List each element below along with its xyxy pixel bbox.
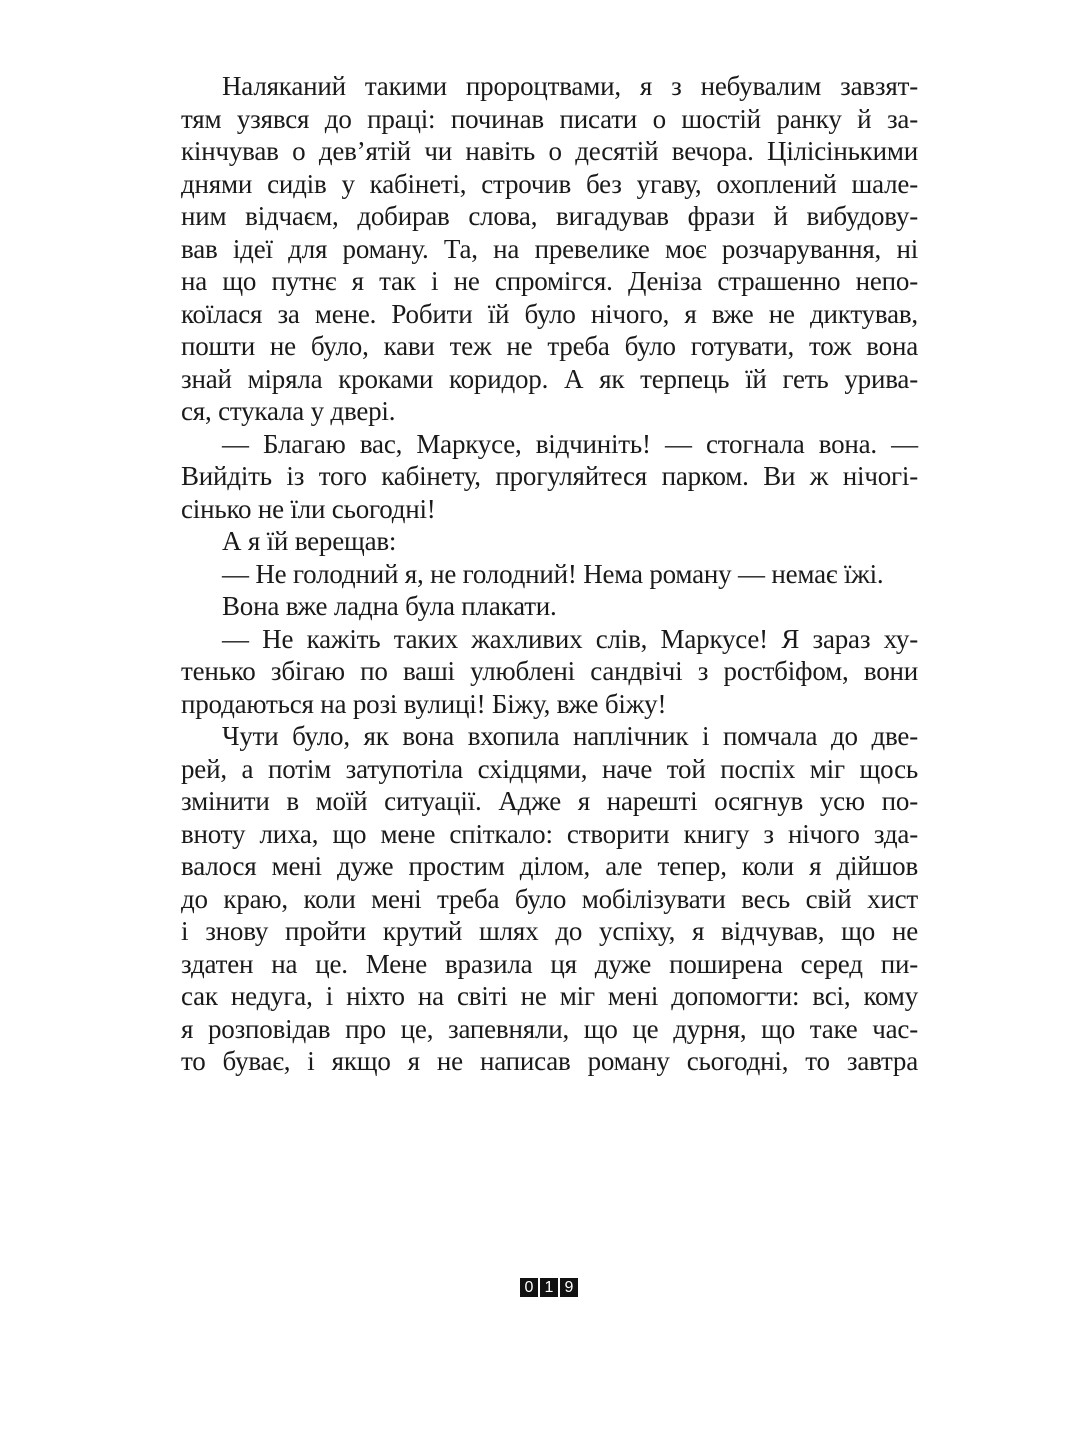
text-line: коїлася за мене. Робити їй було нічого, я вже не диктував, [181, 298, 918, 329]
text-line: Чути було, як вона вхопила наплічник і помчала до две- [222, 721, 918, 751]
text-line: Вона вже ладна була плакати. [222, 591, 557, 621]
text-line: до краю, коли мені треба було мобілізувати весь свій хист [181, 883, 918, 914]
page-number-digit: 1 [540, 1278, 558, 1297]
paragraph [181, 558, 918, 591]
text-line: кінчував о дев’ятій чи навіть о десятій вечора. Цілісінькими [181, 136, 918, 166]
page-number-digit: 0 [520, 1278, 538, 1297]
paragraph [181, 590, 918, 623]
page-number-digit: 9 [560, 1278, 578, 1297]
text-line: то буває, і якщо я не написав роману сьогодні, то завтра [181, 1046, 918, 1076]
text-line: — Не голодний я, не голодний! Нема роману — немає їжі. [222, 558, 884, 589]
text-line: рей, а потім затупотіла східцями, наче той поспіх міг щось [181, 753, 918, 784]
text-line: — Благаю вас, Маркусе, відчиніть! — стогнала вона. — [222, 428, 918, 459]
text-line: А я їй верещав: [222, 526, 397, 556]
paragraph [181, 70, 918, 428]
paragraph [181, 623, 918, 721]
text-line: і знову пройти крутий шлях до успіху, я відчував, що не [181, 916, 918, 946]
text-line: сак недуга, і ніхто на світі не міг мені допомогти: всі, кому [181, 981, 918, 1011]
text-line: вав ідеї для роману. Та, на превелике моє розчарування, ні [181, 233, 918, 264]
text-line: пошти не було, кави теж не треба було готувати, тож вона [181, 331, 918, 361]
text-line: знай міряла кроками коридор. А як терпець їй геть урива- [181, 363, 918, 394]
text-line: ся, стукала у двері. [181, 396, 396, 426]
text-line: вноту лиха, що мене спіткало: створити книгу з нічого зда- [181, 818, 918, 849]
text-line: я розповідав про це, запевняли, що це дурня, що таке час- [181, 1013, 918, 1044]
text-line: продаються на розі вулиці! Біжу, вже біжу! [181, 688, 667, 719]
text-line: днями сидів у кабінеті, строчив без угаву, охоплений шале- [181, 168, 918, 199]
paragraph [181, 525, 918, 558]
page-number [520, 1278, 578, 1297]
text-line: — Не кажіть таких жахливих слів, Маркусе! Я зараз ху- [222, 623, 918, 654]
body-text [181, 70, 918, 1078]
text-line: Вийдіть із того кабінету, прогуляйтеся парком. Ви ж нічогі- [181, 461, 918, 491]
paragraph [181, 720, 918, 1078]
text-line: Наляканий такими пророцтвами, я з небувалим завзят- [222, 71, 918, 101]
text-line: на що путнє я так і не спромігся. Деніза страшенно непо- [181, 266, 918, 296]
paragraph [181, 428, 918, 526]
text-line: тенько збігаю по ваші улюблені сандвічі з ростбіфом, вони [181, 656, 918, 686]
text-line: валося мені дуже простим ділом, але тепер, коли я дійшов [181, 851, 918, 881]
text-line: змінити в моїй ситуації. Адже я нарешті осягнув усю по- [181, 786, 918, 816]
text-line: ним відчаєм, добирав слова, вигадував фрази й вибудову- [181, 201, 918, 231]
text-line: сінько не їли сьогодні! [181, 493, 436, 524]
text-line: тям узявся до праці: починав писати о шостій ранку й за- [181, 103, 918, 134]
text-line: здатен на це. Мене вразила ця дуже поширена серед пи- [181, 948, 918, 979]
